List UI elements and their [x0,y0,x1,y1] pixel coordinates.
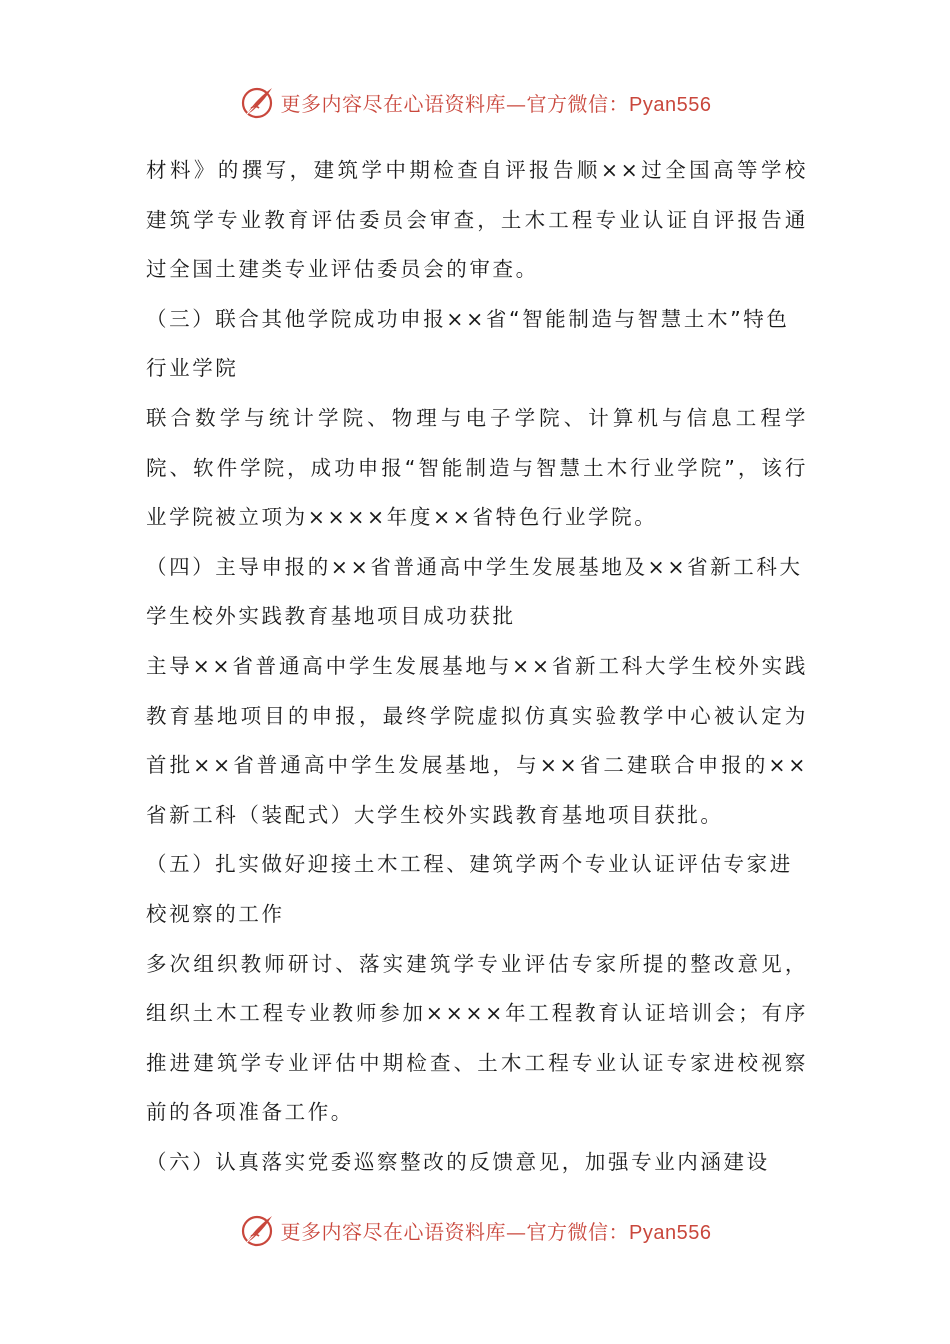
document-body [146,146,808,1187]
header-watermark [0,82,950,122]
section-heading-6: （六）认真落实党委巡察整改的反馈意见，加强专业内涵建设 [146,1149,770,1174]
paragraph-section-3: 联合数学与统计学院、物理与电子学院、计算机与信息工程学院、软件学院，成功申报“智能制造与智慧土木行业学院”，该行业学院被立项为××××年度××省特色行业学院。 [146,405,808,530]
paragraph-section-5: 多次组织教师研讨、落实建筑学专业评估专家所提的整改意见，组织土木工程专业教师参加××××年工程教育认证培训会；有序推进建筑学专业评估中期检查、土木工程专业认证专家进校视察前的各项准备工作。 [146,951,808,1125]
section-heading-3: （三）联合其他学院成功申报××省“智能制造与智慧土木”特色行业学院 [146,306,790,381]
watermark-text: 更多内容尽在心语资料库—官方微信：Pyan556 [280,91,712,116]
quill-pen-logo-icon [239,84,275,120]
quill-pen-logo-icon [239,1212,275,1248]
footer-watermark [0,1210,950,1250]
paragraph-continued: 材料》的撰写，建筑学中期检查自评报告顺××过全国高等学校建筑学专业教育评估委员会审查，土木工程专业认证自评报告通过全国土建类专业评估委员会的审查。 [146,158,808,282]
watermark-text: 更多内容尽在心语资料库—官方微信：Pyan556 [280,1219,712,1244]
section-heading-4: （四）主导申报的××省普通高中学生发展基地及××省新工科大学生校外实践教育基地项目成功获批 [146,554,803,629]
paragraph-section-4: 主导××省普通高中学生发展基地与××省新工科大学生校外实践教育基地项目的申报，最终学院虚拟仿真实验教学中心被认定为首批××省普通高中学生发展基地，与××省二建联合申报的××省新工科（装配式）大学生校外实践教育基地项目获批。 [146,653,808,827]
section-heading-5: （五）扎实做好迎接土木工程、建筑学两个专业认证评估专家进校视察的工作 [146,852,793,926]
